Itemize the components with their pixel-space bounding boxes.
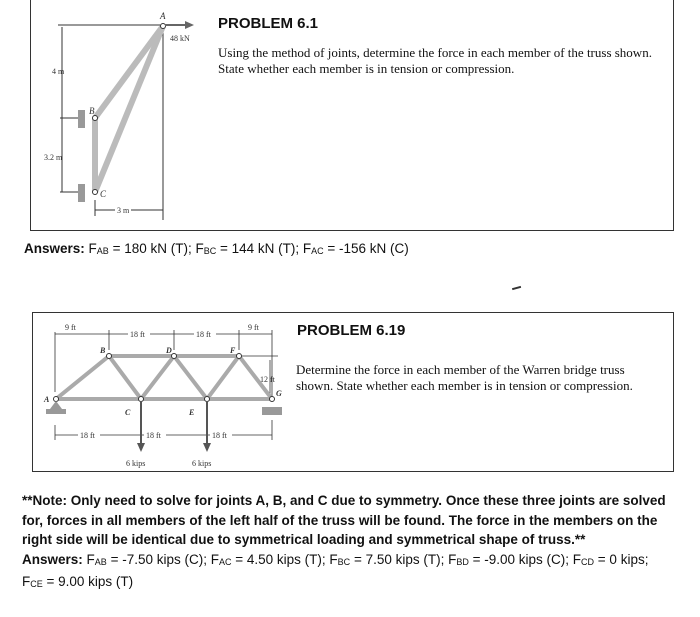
svg-text:3 m: 3 m (117, 206, 130, 215)
answer-fac: $F_{AC} = -156$ kN (C) (302, 241, 409, 256)
svg-text:A: A (160, 11, 166, 21)
svg-text:6 kips: 6 kips (192, 459, 212, 468)
support-c (78, 184, 85, 202)
stray-mark (512, 286, 521, 290)
svg-text:18 ft: 18 ft (196, 330, 211, 339)
svg-text:C: C (125, 408, 131, 417)
answer-fbc: $F_{BC} = 144$ kN (T); (195, 241, 303, 256)
svg-text:18 ft: 18 ft (130, 330, 145, 339)
truss-figure-6-19 (20, 310, 290, 470)
svg-text:F: F (230, 346, 236, 355)
symmetry-note: **Note: Only need to solve for joints A, B, and C due to symmetry. Once these three joints are solved for, forces in all members of the left half of the truss will be found. The force in the members on the right side will be identical due to symmetrical loading and symmetrical shape of truss.** (22, 493, 666, 547)
svg-text:9 ft: 9 ft (248, 323, 259, 332)
problem-6-1-description: Using the method of joints, determine the force in each member of the truss shown. State whether each member is in tension or compression. (218, 45, 652, 76)
svg-text:4 m: 4 m (52, 67, 65, 76)
svg-text:6 kips: 6 kips (126, 459, 146, 468)
problem-6-1-answers: Answers: $F_{AB} = 180$ kN (T); $F_{BC} = 144$ kN (T); $F_{AC} = -156$ kN (C) (24, 241, 409, 256)
svg-text:9 ft: 9 ft (65, 323, 76, 332)
svg-text:3.2 m: 3.2 m (44, 153, 63, 162)
svg-text:12 ft: 12 ft (260, 375, 275, 384)
svg-text:B: B (89, 106, 95, 116)
problem-6-19-answers: Answers: $F_{AB} = -7.50$ kips (C); $F_{AC} = 4.50$ kips (T); $F_{BC} = 7.50$ kips (T); $F_{BD} = -9.00$ kips (C); $F_{CD} = 0$ kips; $F_{CE} = 9.00$ kips (T) (22, 551, 649, 589)
svg-text:18 ft: 18 ft (146, 431, 161, 440)
svg-text:C: C (100, 189, 107, 199)
svg-text:B: B (100, 346, 106, 355)
support-b (78, 110, 85, 128)
problem-6-19-notes (22, 491, 682, 595)
roller-support-g (262, 407, 282, 415)
svg-text:48 kN: 48 kN (170, 34, 190, 43)
svg-text:E: E (189, 408, 195, 417)
svg-text:A: A (44, 395, 50, 404)
pin-support-a (50, 401, 62, 409)
problem-6-19-description: Determine the force in each member of the Warren bridge truss shown. State whether each member is in tension or compression. (296, 362, 633, 393)
answer-fab: $F_{AB} = 180$ kN (T); (88, 241, 196, 256)
truss-figure-6-1 (0, 0, 240, 232)
problem-6-1-title: PROBLEM 6.1 (218, 15, 319, 32)
web-members (56, 356, 272, 399)
svg-text:D: D (166, 346, 172, 355)
svg-text:18 ft: 18 ft (80, 431, 95, 440)
svg-text:18 ft: 18 ft (212, 431, 227, 440)
problem-6-19-title: PROBLEM 6.19 (297, 322, 406, 339)
svg-text:G: G (276, 389, 282, 398)
